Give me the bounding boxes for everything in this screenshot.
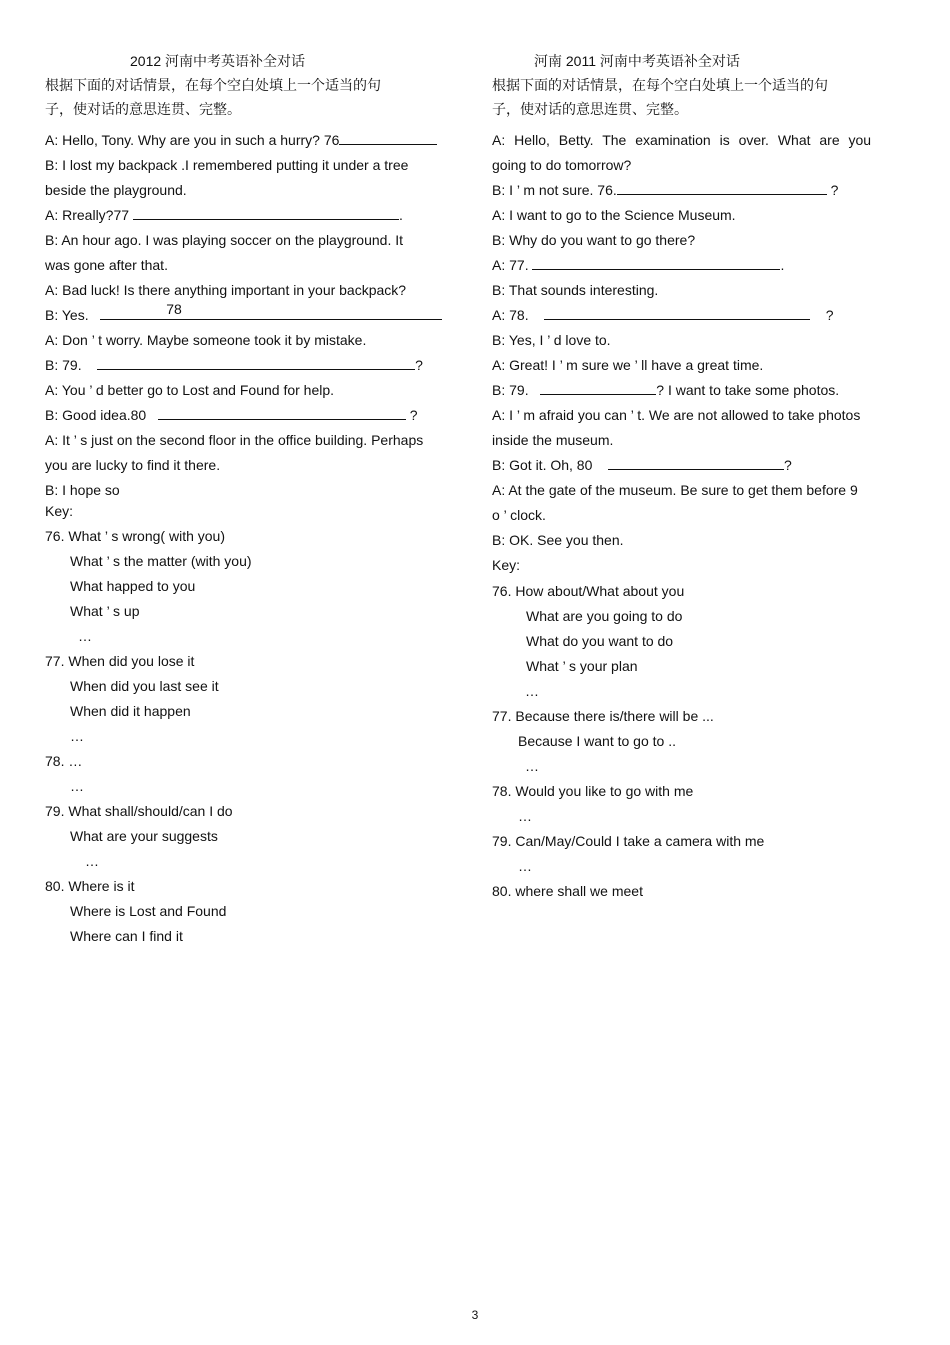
dialogue-line (45, 353, 475, 378)
key-line: 78. Would you like to go with me (492, 783, 694, 799)
key-line: What are you going to do (526, 608, 683, 624)
dialogue-punct: ? (825, 307, 834, 323)
dialogue-line (45, 203, 475, 228)
key-ellipsis: … (525, 758, 539, 774)
dialogue-line: B: Why do you want to go there? (492, 232, 696, 248)
dialogue-line: o ’ clock. (492, 507, 546, 523)
key-ellipsis: … (85, 853, 99, 869)
dialogue-punct: ? (783, 457, 792, 473)
dialogue-line (45, 303, 475, 328)
dialogue-line: A: Bad luck! Is there anything important in your backpack? (45, 282, 407, 298)
left-title: 2012 河南中考英语补全对话 (130, 53, 306, 69)
key-line: Because I want to go to .. (518, 733, 676, 749)
dialogue-text: A: Rreally?77 (45, 207, 130, 223)
key-line: What are your suggests (70, 828, 218, 844)
dialogue-text: B: I ’ m not sure. 76. (492, 182, 617, 198)
key-line: What ’ s your plan (526, 658, 638, 674)
dialogue-punct: ? (830, 182, 839, 198)
dialogue-line: A: I ’ m afraid you can ’ t. We are not allowed to take photos (492, 407, 861, 423)
dialogue-text: B: 79. (45, 357, 82, 373)
dialogue-text: A: Hello, Tony. Why are you in such a hurry? 76 (45, 132, 340, 148)
dialogue-text: B: Good idea.80 (45, 407, 147, 423)
dialogue-line: inside the museum. (492, 432, 614, 448)
dialogue-punct: ? (415, 357, 423, 373)
dialogue-line: A: Hello, Betty. The examination is over. What are you (492, 132, 872, 148)
dialogue-line (492, 178, 910, 203)
answer-blank-77[interactable] (532, 254, 780, 270)
dialogue-line: A: It ’ s just on the second floor in the office building. Perhaps (45, 432, 424, 448)
right-column-2011 (492, 50, 910, 904)
key-ellipsis: … (525, 683, 539, 699)
key-line: What happed to you (70, 578, 196, 594)
key-line: 76. What ’ s wrong( with you) (45, 528, 225, 544)
key-ellipsis: … (518, 808, 532, 824)
key-ellipsis: … (78, 628, 92, 644)
dialogue-text: B: 79. (492, 382, 529, 398)
dialogue-line: A: You ’ d better go to Lost and Found for help. (45, 382, 335, 398)
dialogue-line: you are lucky to find it there. (45, 457, 221, 473)
dialogue-line: beside the playground. (45, 182, 187, 198)
answer-blank-80[interactable] (158, 404, 406, 420)
dialogue-line: A: Great! I ’ m sure we ’ ll have a great time. (492, 357, 764, 373)
right-title: 河南 2011 河南中考英语补全对话 (534, 53, 740, 69)
key-line: 76. How about/What about you (492, 583, 685, 599)
left-instruction-line-2: 子，使对话的意思连贯、完整。 (45, 102, 241, 118)
key-line: 77. Because there is/there will be ... (492, 708, 714, 724)
dialogue-line (492, 303, 910, 328)
dialogue-punct: . (780, 257, 785, 273)
key-line: When did it happen (70, 703, 191, 719)
left-answer-key (45, 499, 475, 949)
key-line: 78. … (45, 753, 83, 769)
left-instruction-line-1: 根据下面的对话情景，在每个空白处填上一个适当的句 (45, 78, 381, 94)
key-line: 79. What shall/should/can I do (45, 803, 233, 819)
answer-blank-77[interactable] (133, 204, 399, 220)
dialogue-line (492, 453, 910, 478)
dialogue-line: B: Yes, I ’ d love to. (492, 332, 611, 348)
answer-blank-80[interactable] (608, 454, 784, 470)
key-line: Where is Lost and Found (70, 903, 227, 919)
key-line: 80. Where is it (45, 878, 135, 894)
dialogue-line: was gone after that. (45, 257, 168, 273)
key-ellipsis: … (518, 858, 532, 874)
dialogue-line (492, 253, 910, 278)
blank-number-78: 78 (166, 301, 182, 317)
dialogue-text: B: Yes. (45, 307, 89, 323)
dialogue-line (45, 128, 475, 153)
key-ellipsis: … (70, 728, 84, 744)
page-number: 3 (471, 1308, 479, 1322)
answer-blank-76[interactable] (617, 179, 827, 195)
dialogue-line: B: OK. See you then. (492, 532, 624, 548)
key-line: What do you want to do (526, 633, 674, 649)
dialogue-text: A: 77. (492, 257, 529, 273)
dialogue-text: A: 78. (492, 307, 529, 323)
key-line: What ’ s the matter (with you) (70, 553, 252, 569)
dialogue-line (45, 403, 475, 428)
answer-blank-79[interactable] (540, 379, 656, 395)
key-line: 79. Can/May/Could I take a camera with me (492, 833, 765, 849)
dialogue-text: ? I want to take some photos. (656, 382, 840, 398)
dialogue-line: going to do tomorrow? (492, 157, 632, 173)
answer-blank-78[interactable] (100, 301, 442, 320)
left-dialogue (45, 128, 475, 503)
dialogue-line: B: That sounds interesting. (492, 282, 659, 298)
answer-blank-76[interactable] (339, 129, 437, 145)
answer-blank-78[interactable] (544, 304, 810, 320)
key-line: 80. where shall we meet (492, 883, 643, 899)
dialogue-text: B: Got it. Oh, 80 (492, 457, 593, 473)
key-line: 77. When did you lose it (45, 653, 195, 669)
dialogue-line: A: I want to go to the Science Museum. (492, 207, 736, 223)
dialogue-punct: . (398, 207, 403, 223)
dialogue-line (492, 378, 910, 403)
dialogue-line: A: At the gate of the museum. Be sure to get them before 9 (492, 482, 858, 498)
key-line: Where can I find it (70, 928, 183, 944)
dialogue-line: A: Don ’ t worry. Maybe someone took it by mistake. (45, 332, 367, 348)
key-line: When did you last see it (70, 678, 219, 694)
dialogue-punct: ? (409, 407, 418, 423)
left-column-2012 (45, 50, 475, 949)
dialogue-line: B: I hope so (45, 482, 120, 498)
dialogue-line: B: An hour ago. I was playing soccer on the playground. It (45, 232, 403, 248)
key-line: What ’ s up (70, 603, 140, 619)
key-ellipsis: … (70, 778, 84, 794)
key-heading: Key: (45, 503, 74, 519)
right-instruction-line-1: 根据下面的对话情景，在每个空白处填上一个适当的句 (492, 78, 828, 94)
key-heading: Key: (492, 557, 521, 573)
right-instruction-line-2: 子，使对话的意思连贯、完整。 (492, 102, 688, 118)
right-dialogue (492, 128, 910, 904)
dialogue-line: B: I lost my backpack .I remembered putting it under a tree (45, 157, 409, 173)
answer-blank-79[interactable] (97, 354, 415, 370)
